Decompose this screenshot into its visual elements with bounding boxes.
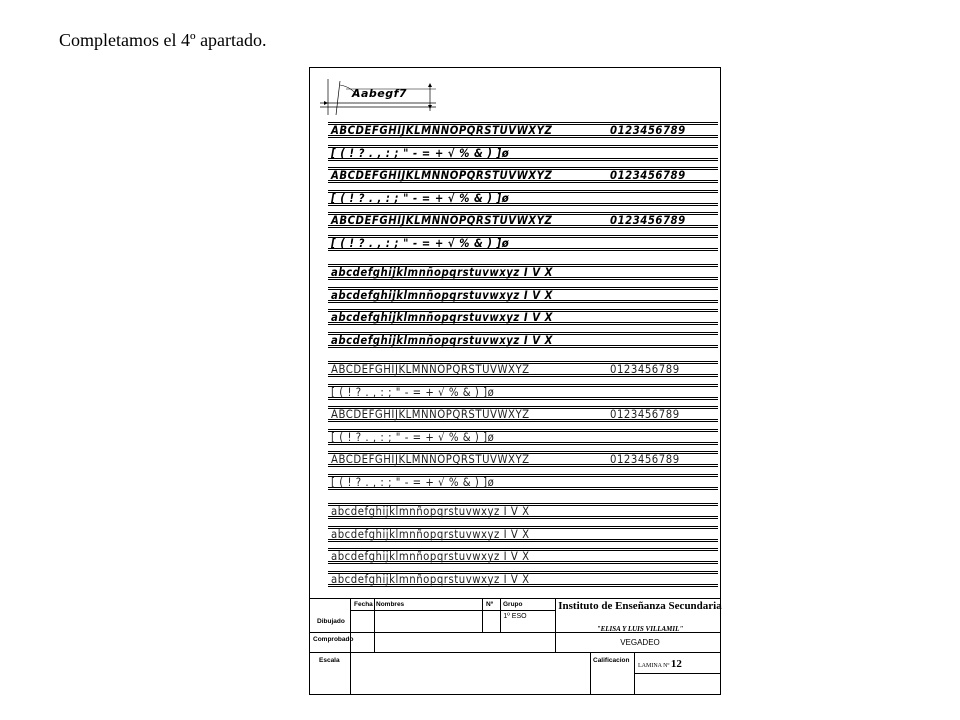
numero-label: Nº <box>486 601 494 608</box>
lettering-proportion-diagram <box>318 75 438 117</box>
nombres-label: Nombres <box>376 601 405 608</box>
comprobado-label: Comprobado <box>313 636 354 643</box>
lettering-text: abcdefghijklmnñopqrstuvwxyz I V X <box>331 504 530 518</box>
grupo-label: Grupo <box>503 601 523 608</box>
lettering-numbers: 0123456789 <box>610 407 680 421</box>
lettering-band <box>328 235 718 251</box>
lettering-text: [ ( ! ? . , : ; " - = + √ % & ) ]ø <box>331 235 510 250</box>
lettering-band <box>328 526 718 542</box>
lettering-text: abcdefghijklmnñopqrstuvwxyz I V X <box>331 549 530 563</box>
fecha-label: Fecha <box>354 601 373 608</box>
lamina-value: 12 <box>670 658 682 670</box>
lettering-numbers: 0123456789 <box>610 452 680 466</box>
lettering-text: ABCDEFGHIJKLMNNOPQRSTUVWXYZ <box>331 362 530 376</box>
lettering-band <box>328 571 718 587</box>
caption: Completamos el 4º apartado. <box>59 30 267 50</box>
lamina-number <box>638 658 682 670</box>
lettering-text: [ ( ! ? . , : ; " - = + √ % & ) ]ø <box>331 474 495 489</box>
institute-name: Instituto de Enseñanza Secundaria <box>558 600 722 612</box>
lettering-band <box>328 287 718 303</box>
lettering-band <box>328 264 718 280</box>
lettering-band <box>328 429 718 445</box>
lettering-band <box>328 167 718 183</box>
lettering-band <box>328 548 718 564</box>
lettering-text: [ ( ! ? . , : ; " - = + √ % & ) ]ø <box>331 145 510 160</box>
lettering-band <box>328 503 718 519</box>
lettering-numbers: 0123456789 <box>610 213 686 227</box>
lettering-text: ABCDEFGHIJKLMNNOPQRSTUVWXYZ <box>331 168 553 182</box>
lettering-text: [ ( ! ? . , : ; " - = + √ % & ) ]ø <box>331 384 495 399</box>
lettering-text: ABCDEFGHIJKLMNNOPQRSTUVWXYZ <box>331 123 553 137</box>
lettering-band <box>328 474 718 490</box>
lettering-text: [ ( ! ? . , : ; " - = + √ % & ) ]ø <box>331 190 510 205</box>
lettering-numbers: 0123456789 <box>610 362 680 376</box>
lettering-numbers: 0123456789 <box>610 123 686 137</box>
lamina-label: LAMINA Nº <box>638 663 670 669</box>
lettering-band <box>328 212 718 228</box>
drawing-sheet <box>309 67 721 695</box>
lettering-text: ABCDEFGHIJKLMNNOPQRSTUVWXYZ <box>331 213 553 227</box>
dibujado-label: Dibujado <box>317 618 345 625</box>
lettering-text: ABCDEFGHIJKLMNNOPQRSTUVWXYZ <box>331 407 530 421</box>
lettering-band <box>328 406 718 422</box>
lettering-band <box>328 145 718 161</box>
lettering-text: abcdefghijklmnñopqrstuvwxyz I V X <box>331 310 553 324</box>
lettering-band <box>328 361 718 377</box>
lettering-band <box>328 122 718 138</box>
lettering-band <box>328 384 718 400</box>
institute-location: VEGADEO <box>620 638 660 647</box>
lettering-text: [ ( ! ? . , : ; " - = + √ % & ) ]ø <box>331 429 495 444</box>
lettering-text: ABCDEFGHIJKLMNNOPQRSTUVWXYZ <box>331 452 530 466</box>
lettering-band <box>328 309 718 325</box>
grupo-value: 1º ESO <box>503 613 527 620</box>
lettering-text: abcdefghijklmnñopqrstuvwxyz I V X <box>331 526 530 541</box>
title-block <box>310 598 720 694</box>
lettering-band <box>328 332 718 348</box>
lettering-numbers: 0123456789 <box>610 168 686 182</box>
header-sample-text: Aabegf7 <box>352 87 408 100</box>
lettering-text: abcdefghijklmnñopqrstuvwxyz I V X <box>331 265 553 279</box>
calificacion-label: Calificacion <box>593 657 630 664</box>
lettering-text: abcdefghijklmnñopqrstuvwxyz I V X <box>331 332 553 347</box>
lettering-text: abcdefghijklmnñopqrstuvwxyz I V X <box>331 287 553 302</box>
lettering-band <box>328 451 718 467</box>
lettering-band <box>328 190 718 206</box>
escala-label: Escala <box>319 657 340 664</box>
lettering-text: abcdefghijklmnñopqrstuvwxyz I V X <box>331 571 530 586</box>
institute-subtitle: "ELISA Y LUIS VILLAMIL" <box>596 625 684 633</box>
